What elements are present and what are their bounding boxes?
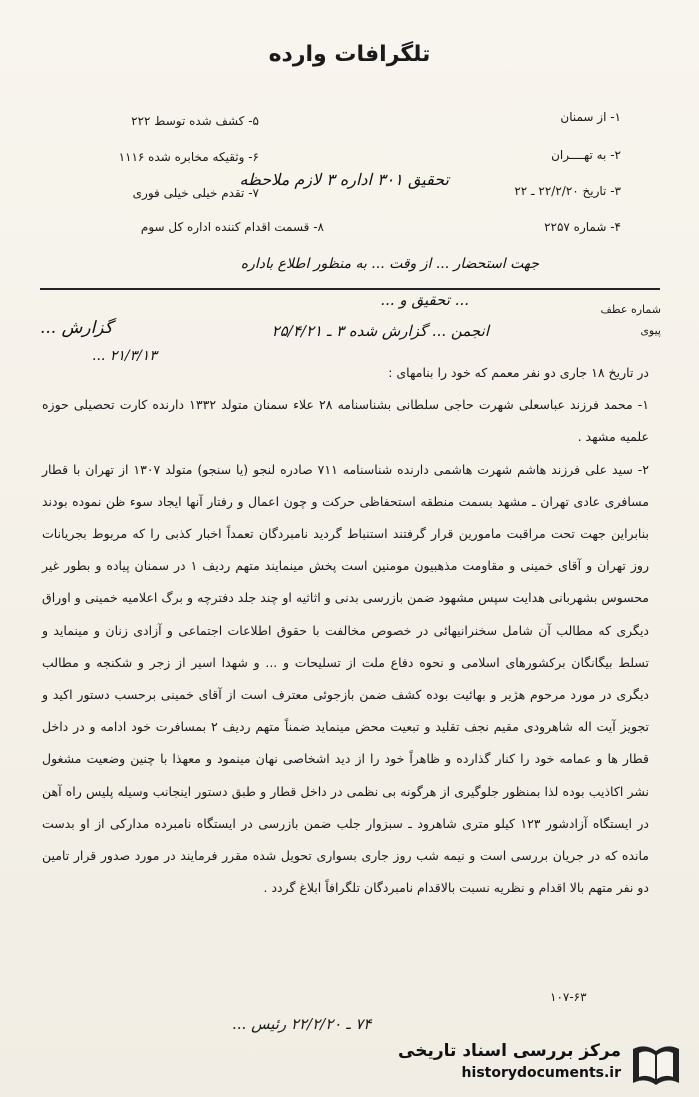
- header-decoded-doc: ۶- وثقیکه مخابره شده ۱۱۱۶: [118, 150, 259, 164]
- header-decoded-by: ۵- کشف شده توسط ۲۲۲: [131, 114, 259, 128]
- body-paragraph: ۲- سید علی فرزند هاشم شهرت هاشمی دارنده شناسنامه ۷۱۱ صادره لنجو (یا سنجو) متولد ۱۳۰۷ از تهران با قطار مسافری عادی تهران ـ مشهد بسمت منطقه استحفاظی حرکت و چون اعمال و رفتار آنها ایجاد سوء ظن نموده بودند بنابراین جهت تحت مراقبت مامورین قرار گرفتند استنباط گردید نامبردگان تعمداً اخبار کذبی را که مربوط بجریانات روز تهران و آقای خمینی و مقاومت مذهبیون مومنین است پخش مینمایند متهم ردیف ۱ در سمنان پیاده و بطور غیر محسوس بشهربانی هدایت سپس مشهود ضمن بازرسی بدنی و اثاثیه او چند جلد دفترچه و برگ اعلامیه خمینی و اوراق دیگری که مطالب آن شامل سخنرانیهائی در خصوص مخالفت با حقوق اطلاعات اجتماعی و آزادی زنان و مینماید و تسلط بیگانگان برکشورهای اسلامی و نحوه دفاع ملت از تسلیحات و ... و شهدا اسیر از زجر و شکنجه و مطالب دیگری در مورد مرحوم هژیر و بهائیت بوده کشف ضمن بازجوئی معترف است از آقای خمینی برحسب دستور اکید و تجویز آیت اله شاهرودی مقیم نجف تقلید و تبعیت محض مینماید ضمناً متهم ردیف ۲ بمسافرت خود ادامه و در داخل قطار ها و عمامه خود را کنار گذارده و ظاهراً خود را از دید اشخاصی نهان مینمود و معهذا با چنین وضعیت مشغول نشر اکاذیب بوده لذا بمنظور جلوگیری از هرگونه بی نظمی در داخل قطار و طبق دستور اینجانب وسیله پلیس راه آهن در ایستگاه آزادشور ۱۲۳ کیلو متری شاهرود ـ سبزوار جلب ضمن بازرسی در ایستگاه نامبرده مدارکی از او بدست مانده که در جریان بررسی است و نیمه شب روز جاری بسواری تحویل شده مقرر فرمایند در مورد صدور قرار تامین دو نفر متهم بالا اقدام و نظریه نسبت بالاقدام نامبردگان تلگرافاً ابلاغ گردد .: [42, 461, 649, 896]
- document-body: [42, 357, 649, 997]
- margin-note-2: ۲۱/۳/۱۳ ...: [92, 348, 157, 364]
- handwritten-note-4: انجمن ... گزارش شده ۳ ـ ۲۵/۴/۲۱: [271, 322, 489, 340]
- document-reference: ۱۰۷-۶۳: [550, 990, 587, 1004]
- header-date: ۳- تاریخ ۲۲/۲/۲۰ ـ ۲۲: [514, 184, 621, 198]
- body-paragraph: در تاریخ ۱۸ جاری دو نفر معمم که خود را بنامهای :: [388, 365, 649, 380]
- body-paragraph: ۱- محمد فرزند عباسعلی شهرت حاجی سلطانی بشناسنامه ۲۸ علاء سمنان متولد ۱۳۳۲ دارنده کارت تحصیلی حوزه علمیه مشهد .: [42, 397, 650, 445]
- logo-name: مرکز بررسی اسناد تاریخی: [398, 1041, 621, 1061]
- reference-label: شماره عطف: [600, 303, 661, 316]
- handwritten-note-3: ... تحقیق و ...: [380, 291, 469, 309]
- header-number: ۴- شماره ۲۲۵۷: [544, 220, 621, 234]
- site-logo: [398, 1037, 687, 1091]
- header-classification: ۷- تقدم خیلی خیلی فوری: [132, 186, 259, 200]
- reference-label-2: پیوی: [640, 324, 661, 337]
- header-from: ۱- از سمنان: [560, 110, 621, 124]
- divider-line: [40, 288, 660, 290]
- logo-url: historydocuments.ir: [461, 1065, 621, 1081]
- header-to: ۲- به تهــــران: [551, 148, 621, 162]
- handwritten-note-1: تحقیق ۳۰۱ اداره ۳ لازم ملاحظه: [239, 170, 449, 189]
- book-icon: [629, 1039, 683, 1089]
- document-title: تلگرافات وارده: [268, 42, 431, 67]
- header-action-section: ۸- قسمت اقدام کننده اداره کل سوم: [140, 220, 324, 234]
- margin-note-1: گزارش ...: [40, 318, 113, 338]
- handwritten-note-2: جهت استحضار ... از وقت ... به منظور اطلاع باداره: [240, 256, 539, 272]
- signature: ۷۴ ـ ۲۲/۲/۲۰ رئیس ...: [232, 1015, 372, 1033]
